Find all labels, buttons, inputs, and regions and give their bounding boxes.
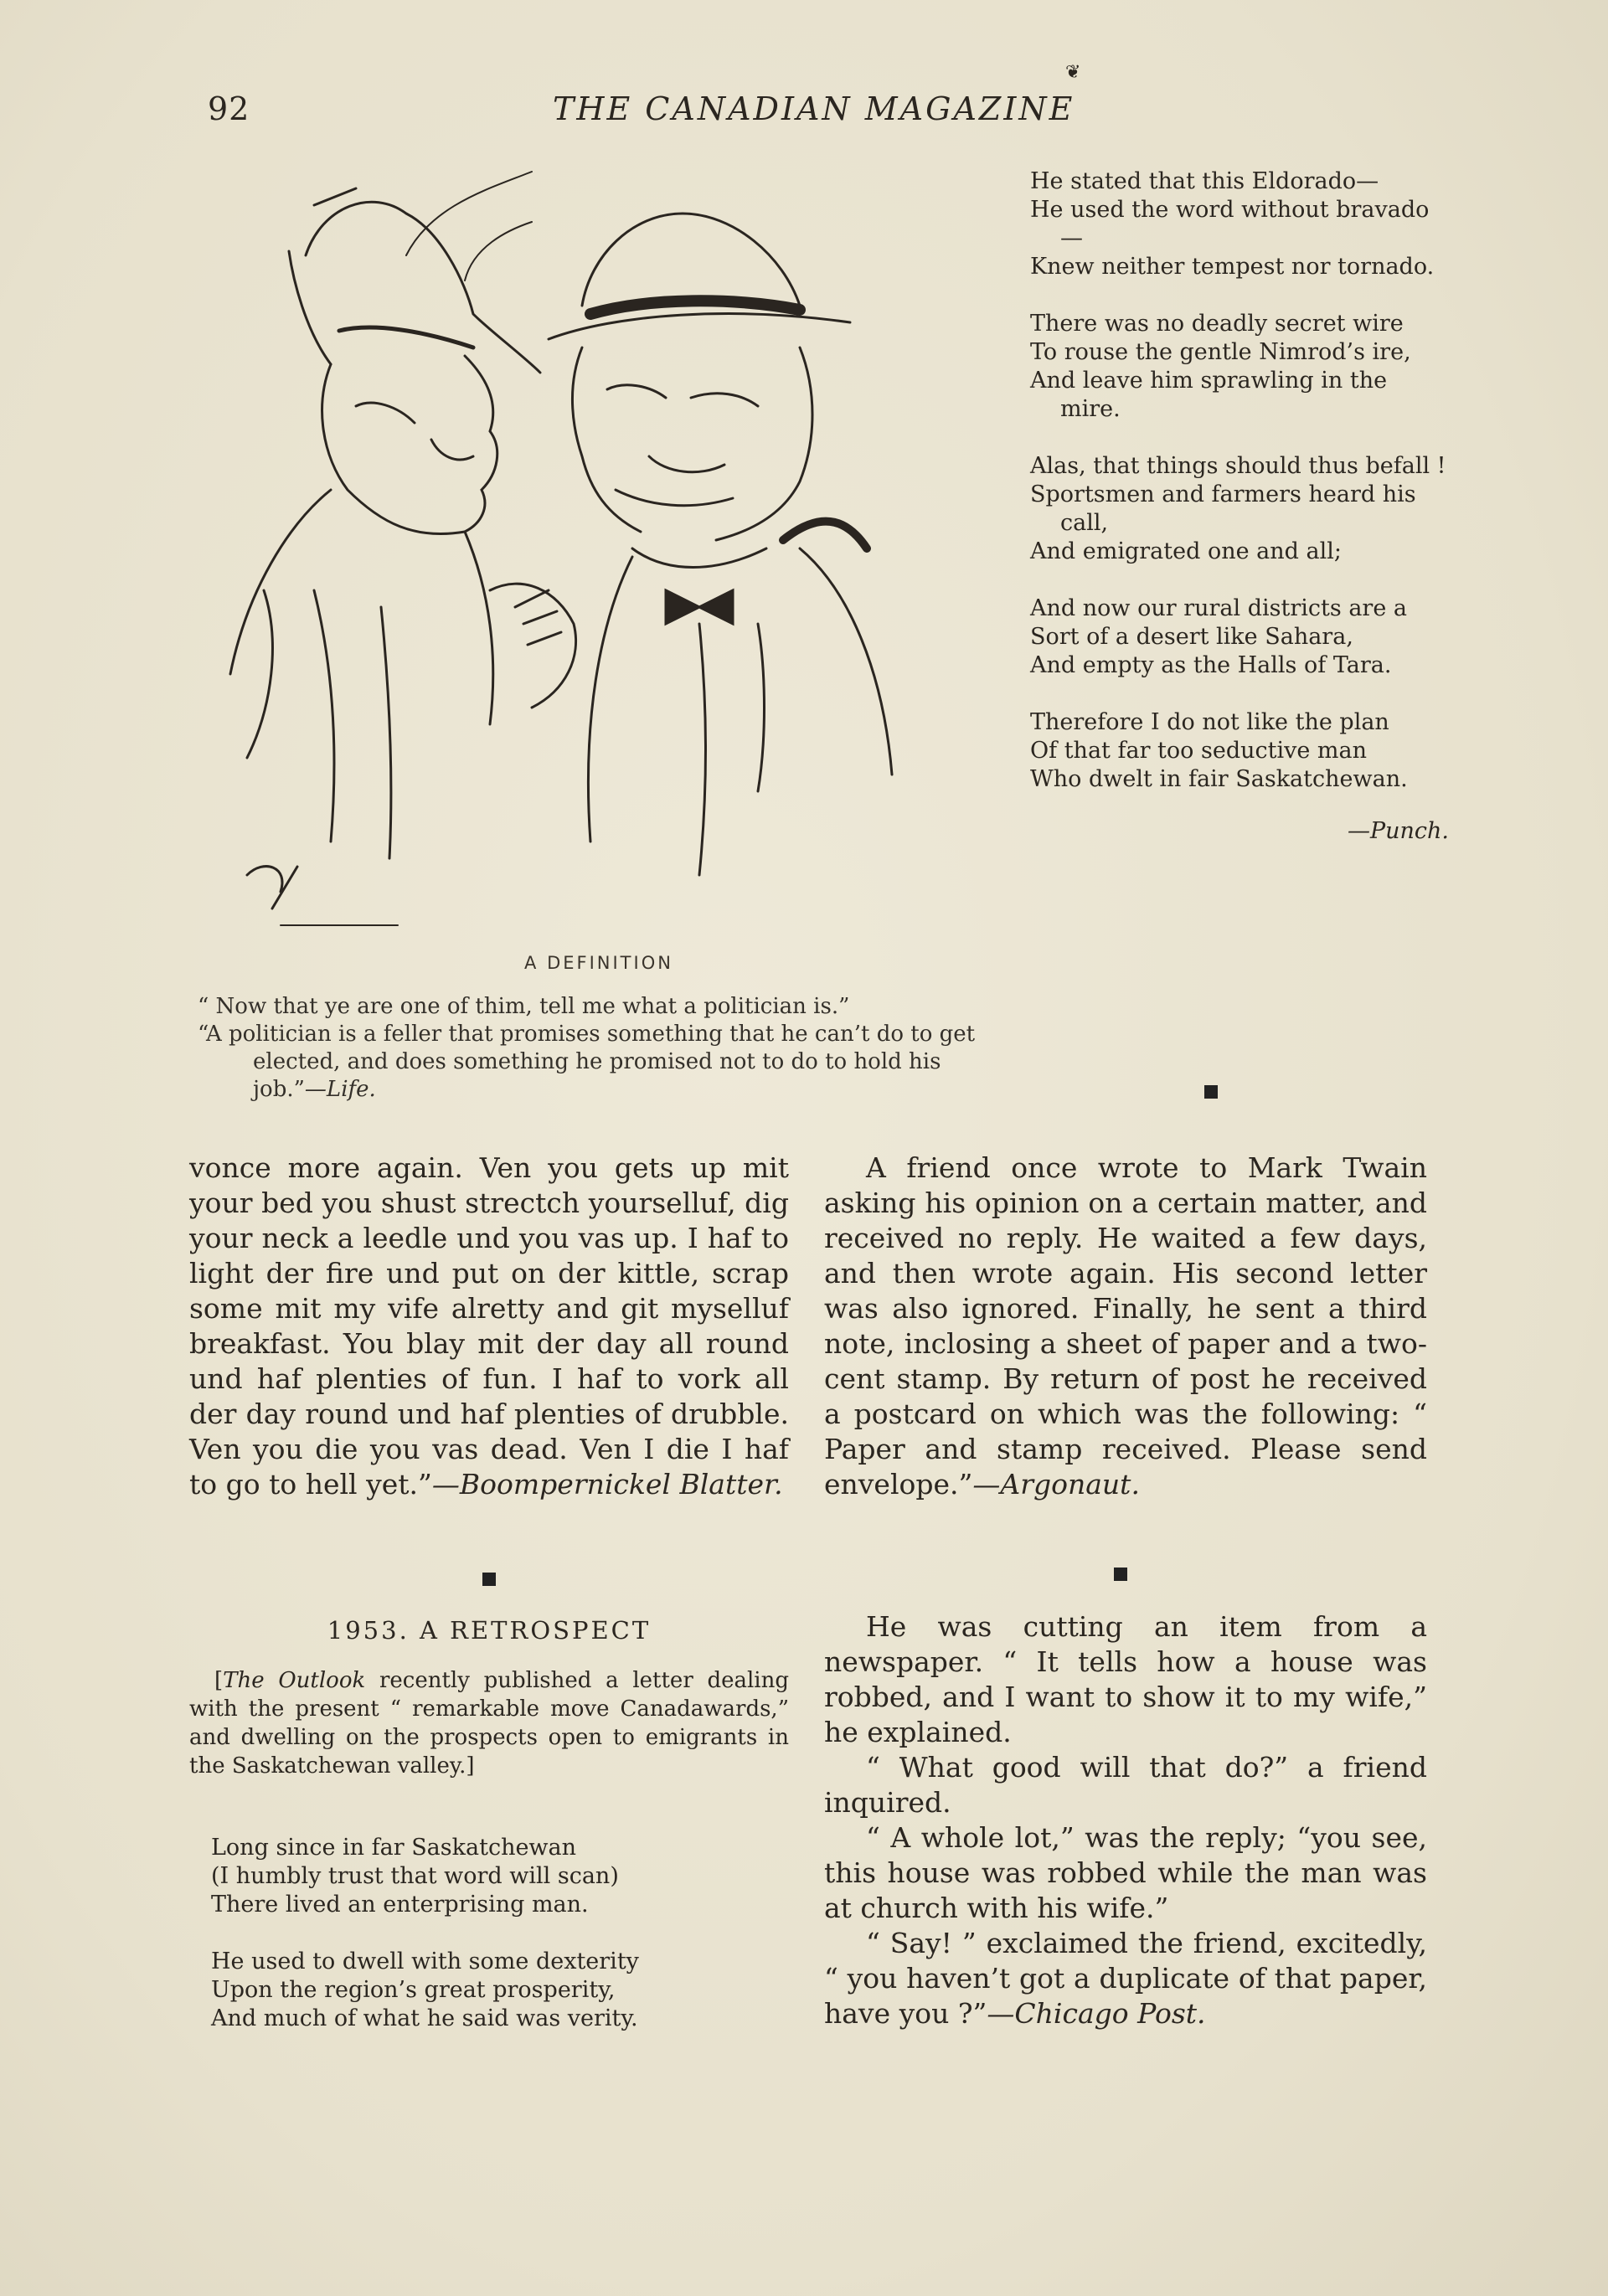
verse-line: And empty as the Halls of Tara. [1030, 652, 1392, 678]
note-text: recently published a letter dealing with the present “ remarkable move Canadawards,” and dwelling on the prospects open to emigrants in the Saskatchewan valley.] [189, 1668, 790, 1779]
verse-line: He stated that this Eldorado— [1030, 168, 1379, 194]
verse-line: Of that far too seductive man [1030, 738, 1368, 764]
caption-source: —Life. [304, 1077, 376, 1102]
page-number: 92 [208, 90, 250, 127]
stanza-1 [1030, 167, 1449, 281]
section-separator [1114, 1568, 1127, 1581]
poem-right [1030, 167, 1449, 846]
retrospect-note [189, 1666, 789, 1780]
dialect-source: —Boompernickel Blatter. [431, 1468, 783, 1501]
verse-line: There lived an enterprising man. [211, 1892, 589, 1918]
note-publication: The Outlook [223, 1668, 366, 1693]
section-separator [1204, 1085, 1218, 1099]
newspaper-source: —Chicago Post. [987, 1997, 1206, 2030]
twain-source: —Argonaut. [972, 1468, 1140, 1501]
verse-line: And emigrated one and all; [1030, 538, 1342, 564]
verse-line: Sort of a desert like Sahara, [1030, 624, 1353, 650]
verse-line: Knew neither tempest nor tornado. [1030, 254, 1435, 280]
caption-line-1: “ Now that ye are one of thim, tell me what a politician is.” [198, 994, 850, 1019]
verse-line: And leave him sprawling in the mire. [1030, 368, 1388, 422]
stanza-5 [1030, 708, 1449, 794]
stanza-4 [1030, 595, 1449, 680]
twain-text: A friend once wrote to Mark Twain asking his opinion on a certain matter, and received no reply. He waited a few days, and then wrote again. His second letter was also ignored. Finally, he sent a third note, inclosing a sheet of paper and a two-cent stamp. By return of post he received a postcard on which was the following: “ Paper and stamp received. Please send envelope.” [824, 1151, 1427, 1501]
verse-line: Therefore I do not like the plan [1030, 709, 1389, 735]
stanza-3 [1030, 452, 1449, 566]
verse-line: There was no deadly secret wire [1030, 311, 1404, 337]
newspaper-p4 [824, 1926, 1427, 2031]
dialect-paragraph [189, 1151, 789, 1502]
running-header [0, 90, 1608, 141]
verse-line: To rouse the gentle Nimrod’s ire, [1030, 339, 1411, 365]
figure-caption [198, 993, 985, 1104]
right-column-text [824, 1151, 1427, 1502]
figure-title: A DEFINITION [524, 953, 673, 973]
section-separator [482, 1573, 496, 1586]
left-column-text [189, 1151, 789, 1502]
retrospect-title: 1953. A RETROSPECT [327, 1616, 652, 1645]
dialect-text: vonce more again. Ven you gets up mit your bed you shust strectch yourselluf, dig your neck a leedle und you vas up. I haf to light der fire und put on der kittle, scrap some mit my vife alretty and git myselluf breakfast. You blay mit der day all round und haf plenties of fun. I haf to vork all der day round und haf plenties of drubble. Ven you die you vas dead. Ven I die I haf to go to hell yet.” [189, 1151, 789, 1501]
verse-line: Upon the region’s great prosperity, [211, 1977, 616, 2003]
cartoon-illustration [214, 155, 984, 942]
ornament-icon: ❦ [1065, 62, 1081, 83]
retrospect-note-paragraph [189, 1666, 789, 1780]
journal-title: THE CANADIAN MAGAZINE [553, 90, 1075, 127]
cartoon-drawing [214, 155, 984, 942]
newspaper-anecdote [824, 1609, 1427, 2031]
verse-line: Long since in far Saskatchewan [211, 1835, 577, 1861]
verse-line: He used to dwell with some dexterity [211, 1949, 639, 1974]
newspaper-p2: “ What good will that do?” a friend inquired. [824, 1751, 1427, 1819]
caption-line-2 [198, 1021, 985, 1104]
note-bracket: [ [214, 1668, 224, 1693]
retro-stanza-2 [211, 1948, 781, 2033]
poem-credit: —Punch. [1347, 818, 1449, 844]
verse-line: He used the word without bravado— [1030, 197, 1430, 251]
verse-line: Alas, that things should thus befall ! [1030, 453, 1446, 479]
verse-line: Sportsmen and farmers heard his call, [1030, 481, 1416, 536]
verse-line: (I humbly trust that word will scan) [211, 1863, 619, 1889]
newspaper-p4-text: “ Say! ” exclaimed the friend, excitedly, “ you haven’t got a duplicate of that paper, have you ?” [824, 1927, 1427, 2030]
retro-stanza-1 [211, 1834, 781, 1919]
verse-line: Who dwelt in fair Saskatchewan. [1030, 766, 1408, 792]
verse-line: And now our rural districts are a [1030, 595, 1407, 621]
newspaper-p1: He was cutting an item from a newspaper. “ It tells how a house was robbed, and I want to show it to my wife,” he explained. [824, 1610, 1427, 1748]
retrospect-poem [211, 1834, 781, 2062]
newspaper-p3: “ A whole lot,” was the reply; “you see, this house was robbed while the man was at church with his wife.” [824, 1821, 1427, 1924]
verse-line: And much of what he said was verity. [211, 2005, 638, 2031]
twain-anecdote [824, 1151, 1427, 1502]
stanza-2 [1030, 310, 1449, 424]
caption-line-2-text: “A politician is a feller that promises something that he can’t do to get elected, and does something he promised not to do to hold his job.” [198, 1022, 976, 1102]
